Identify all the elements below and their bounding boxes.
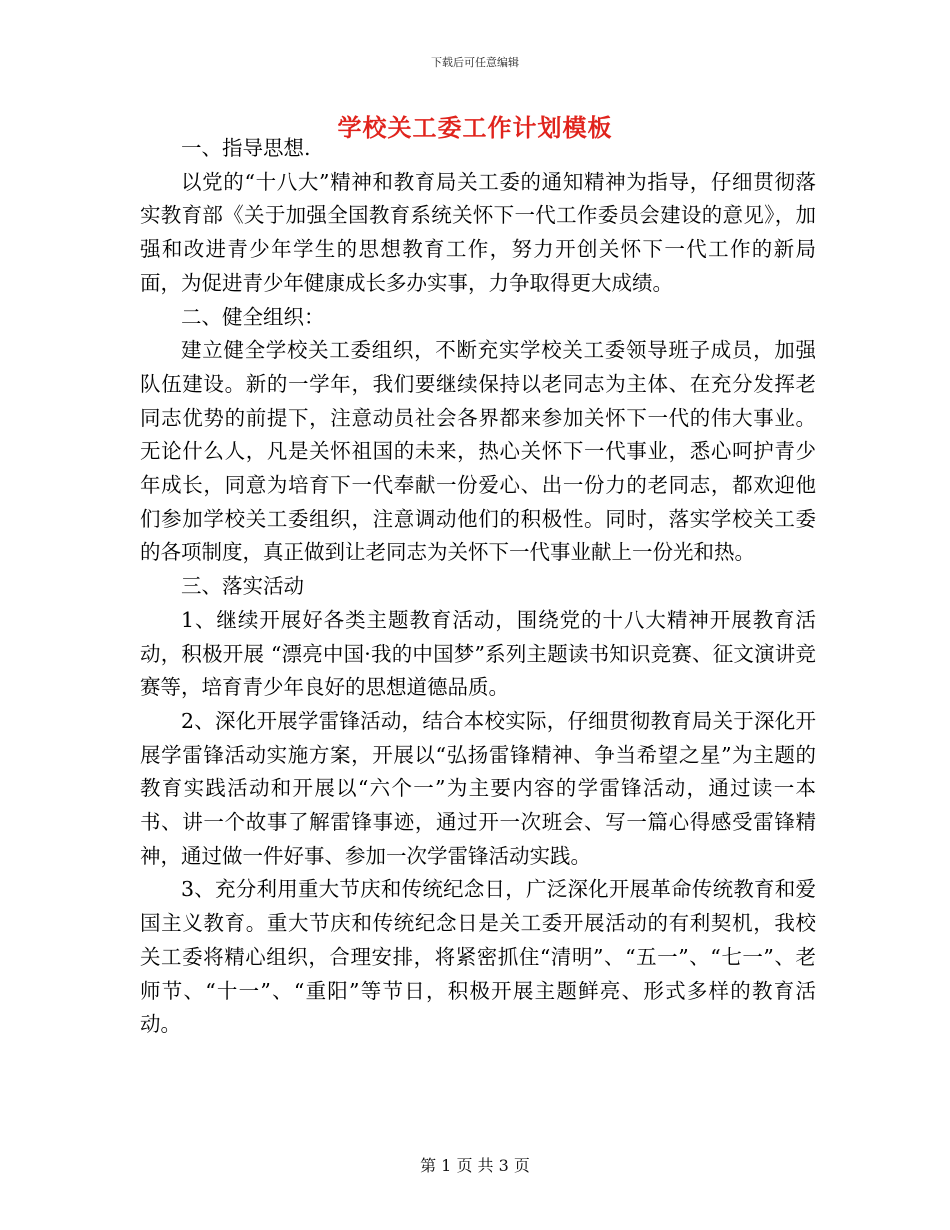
paragraph-activity-2: 2、深化开展学雷锋活动，结合本校实际，仔细贯彻教育局关于深化开展学雷锋活动实施方案，开展以“弘扬雷锋精神、争当希望之星”为主题的教育实践活动和开展以“六个一”为主要内容的学雷锋活动，通过读一本书、讲一个故事了解雷锋事迹，通过开一次班会、写一篇心得感受雷锋精神，通过做一件好事、参加一次学雷锋活动实践。 xyxy=(140,708,816,868)
header-note: 下载后可任意编辑 xyxy=(431,56,519,69)
document-body xyxy=(140,132,816,1042)
paragraph-activity-1: 1、继续开展好各类主题教育活动，围绕党的十八大精神开展教育活动，积极开展 “漂亮中国·我的中国梦”系列主题读书知识竞赛、征文演讲竞赛等，培育青少年良好的思想道德品质。 xyxy=(140,607,816,700)
paragraph-guiding-ideology: 以党的“十八大”精神和教育局关工委的通知精神为指导，仔细贯彻落实教育部《关于加强全国教育系统关怀下一代工作委员会建设的意见》，加强和改进青少年学生的思想教育工作，努力开创关怀下一代工作的新局面，为促进青少年健康成长多办实事，力争取得更大成绩。 xyxy=(140,169,816,295)
section-heading-activities: 三、落实活动 xyxy=(181,574,304,599)
page-number: 第 1 页 共 3 页 xyxy=(420,1156,530,1175)
document-title: 学校关工委工作计划模板 xyxy=(337,113,613,142)
section-heading-guiding-ideology: 一、指导思想. xyxy=(181,136,311,160)
paragraph-activity-3: 3、充分利用重大节庆和传统纪念日，广泛深化开展革命传统教育和爱国主义教育。重大节庆和传统纪念日是关工委开展活动的有利契机，我校关工委将精心组织，合理安排，将紧密抓住“清明”、“五一”、“七一”、老师节、“十一”、“重阳”等节日，积极开展主题鲜亮、形式多样的教育活动。 xyxy=(140,877,816,1037)
paragraph-organization: 建立健全学校关工委组织，不断充实学校关工委领导班子成员，加强队伍建设。新的一学年，我们要继续保持以老同志为主体、在充分发挥老同志优势的前提下，注意动员社会各界都来参加关怀下一代的伟大事业。无论什么人，凡是关怀祖国的未来，热心关怀下一代事业，悉心呵护青少年成长，同意为培育下一代奉献一份爱心、出一份力的老同志，都欢迎他们参加学校关工委组织，注意调动他们的积极性。同时，落实学校关工委的各项制度，真正做到让老同志为关怀下一代事业献上一份光和热。 xyxy=(140,338,816,565)
section-heading-organization: 二、健全组织： xyxy=(181,304,325,329)
